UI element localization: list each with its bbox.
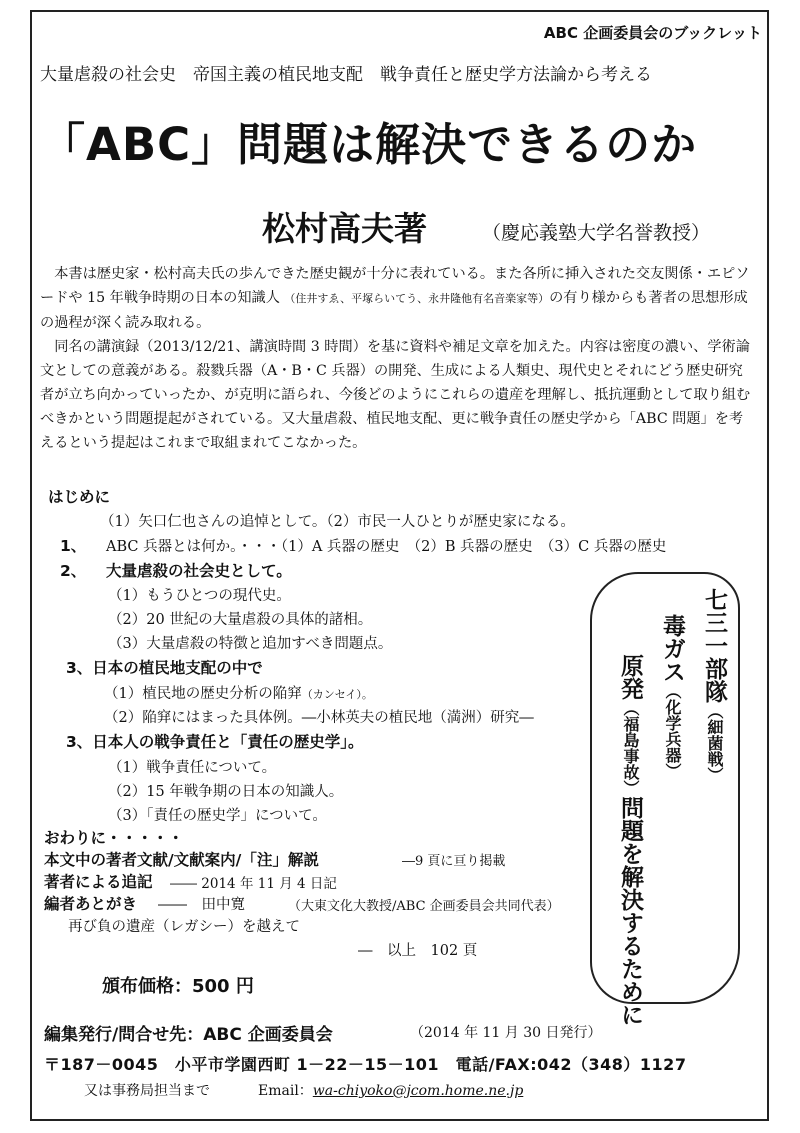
toc-postscript: 著者による追記 bbox=[44, 873, 153, 891]
toc-ch3-item-1-text: （1）植民地の歴史分析の陥穽 bbox=[104, 686, 302, 702]
page-title: 「ABC」問題は解決できるのか bbox=[40, 118, 698, 171]
toc-afterword: 編者あとがき bbox=[44, 895, 138, 913]
email-line bbox=[258, 1080, 523, 1100]
toc-ch3-item-1 bbox=[104, 682, 373, 703]
toc-ch2-item-2: （2）20 世紀の大量虐殺の具体的諸相。 bbox=[108, 612, 373, 628]
email-label: Email： bbox=[258, 1083, 313, 1099]
publisher: 編集発行/問合せ先：ABC 企画委員会 bbox=[44, 1025, 333, 1045]
toc-ch2-item-3: （3）大量虐殺の特徴と追加すべき問題点。 bbox=[108, 636, 393, 652]
toc-ch1-title: ABC 兵器とは何か。・・・（1）A 兵器の歴史 （2）B 兵器の歴史 （3）C 兵器の歴史 bbox=[106, 539, 667, 555]
toc-intro-heading: はじめに bbox=[48, 488, 111, 506]
price: 頒布価格：500 円 bbox=[102, 976, 254, 997]
toc-ch1-number: 1、 bbox=[60, 537, 87, 555]
toc-ch4-item-3: （3）「責任の歴史学」について。 bbox=[108, 808, 327, 824]
bubble-unit731: 七三一部隊 bbox=[701, 588, 727, 703]
bubble-column-unit731 bbox=[698, 588, 731, 783]
intro-p1-lead: 本書は歴史家・松村高夫氏の歩んできた歴史観が十分に表れている。また各所に挿入された交友関係・エピソードや 15 年戦争時期の日本の知識人 bbox=[40, 266, 750, 306]
toc-ch3-item-1-reading: （カンセイ）。 bbox=[301, 688, 373, 701]
page-count: ― 以上 102 頁 bbox=[358, 943, 478, 959]
bubble-nuclear-note: （福島事故） bbox=[621, 700, 640, 796]
toc-afterword-author: ―― 田中寛 bbox=[158, 897, 245, 913]
toc-ch3-title: 3、日本の植民地支配の中で bbox=[66, 659, 263, 677]
address: 〒187－0045 小平市学園西町 1－22－15－101 電話/FAX:042（348）1127 bbox=[44, 1055, 687, 1074]
toc-closing: おわりに・・・・・ bbox=[44, 829, 184, 847]
intro-paragraph-2: 同名の講演録（2013/12/21、講演時間 3 時間）を基に資料や補足文章を加えた。内容は密度の濃い、学術論文としての意義がある。殺戮兵器（A・B・C 兵器）の開発、生成による人類史、現代史とそれにどう歴史研究者が立ち向かっていったか、が克明に語られ、今後どのようにこれらの遺産を理解し、抵抗運動として取り組むべきかという問題提起がされている。又大量虐殺、植民地支配、更に戦争責任の歴史学から「ABC 問題」を考えるという提起はこれまで取組まれてこなかった。 bbox=[40, 339, 751, 451]
bubble-poison-gas: 毒ガス bbox=[659, 614, 685, 683]
toc-ch4-title: 3、日本人の戦争責任と「責任の歴史学」。 bbox=[66, 733, 364, 751]
intro-p1-tail: の有り様からも著者の思想形成の過程が深く読み取れる。 bbox=[40, 290, 748, 331]
toc-afterword-affiliation: （大東文化大教授/ABC 企画委員会共同代表） bbox=[288, 899, 560, 914]
author-affiliation: （慶応義塾大学名誉教授） bbox=[482, 222, 711, 244]
toc-intro-item: （1）矢口仁也さんの追悼として。（2）市民一人ひとりが歴史家になる。 bbox=[100, 514, 575, 530]
toc-references-note: ―9 頁に亘り掲載 bbox=[402, 854, 506, 869]
issue-date: （2014 年 11 月 30 日発行） bbox=[410, 1025, 602, 1041]
bubble-column-poison-gas bbox=[656, 614, 689, 779]
subtitle: 大量虐殺の社会史 帝国主義の植民地支配 戦争責任と歴史学方法論から考える bbox=[40, 65, 652, 85]
intro-text bbox=[40, 262, 752, 455]
toc-references: 本文中の著者文献/文献案内/「注」解説 bbox=[44, 851, 319, 869]
bubble-poison-gas-note: （化学兵器） bbox=[663, 683, 682, 779]
intro-p1-note: （住井すゑ、平塚らいてう、永井隆他有名音楽家等） bbox=[284, 292, 550, 305]
contact-note: 又は事務局担当まで bbox=[84, 1083, 210, 1099]
toc-ch2-item-1: （1）もうひとつの現代史。 bbox=[108, 588, 291, 604]
bubble-column-nuclear bbox=[614, 654, 647, 1026]
email-link[interactable]: wa-chiyoko@jcom.home.ne.jp bbox=[312, 1083, 524, 1099]
toc-ch4-item-2: （2）15 年戦争期の日本の知識人。 bbox=[108, 784, 344, 800]
booklet-label: ABC 企画委員会のブックレット bbox=[543, 24, 762, 42]
author-name: 松村高夫著 bbox=[262, 209, 427, 248]
bubble-unit731-note: （細菌戦） bbox=[705, 703, 724, 783]
toc-afterword-subtitle: 再び負の遺産（レガシー）を越えて bbox=[68, 919, 300, 935]
intro-paragraph-1 bbox=[40, 262, 752, 335]
toc-ch2-number: 2、 bbox=[60, 562, 87, 580]
toc-postscript-date: ―― 2014 年 11 月 4 日記 bbox=[170, 876, 337, 892]
bubble-nuclear: 原発 bbox=[617, 654, 643, 700]
toc-ch4-item-1: （1）戦争責任について。 bbox=[108, 760, 277, 776]
toc-ch2-title: 大量虐殺の社会史として。 bbox=[106, 562, 292, 580]
highlight-bubble bbox=[590, 572, 740, 1026]
bubble-nuclear-tail: 問題を解決するために bbox=[617, 796, 643, 1026]
toc-ch3-item-2: （2）陥穽にはまった具体例。―小林英夫の植民地（満洲）研究― bbox=[104, 710, 534, 726]
